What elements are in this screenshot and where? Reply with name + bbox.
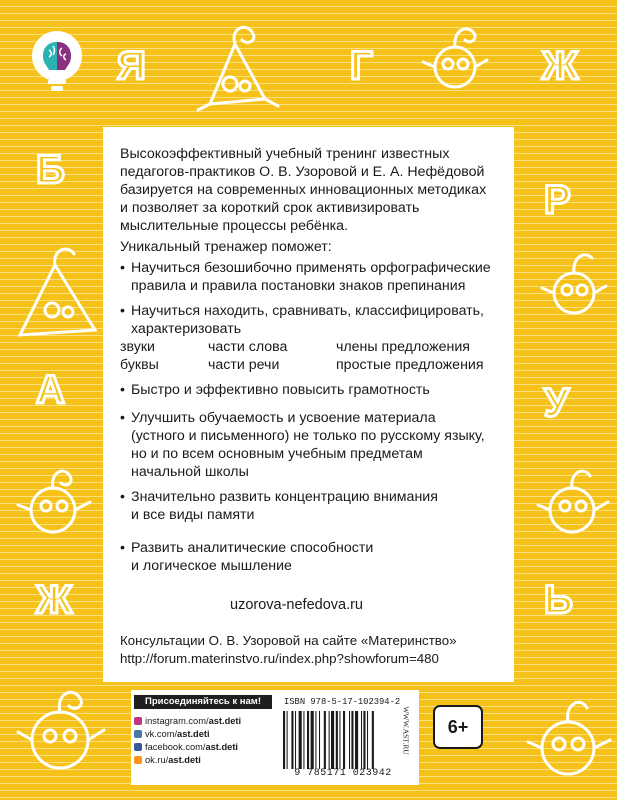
barcode-bar: [287, 711, 288, 769]
doodle-creature-icon: [10, 240, 105, 350]
doodle-creature-icon: [520, 670, 615, 795]
barcode-bar: [295, 711, 296, 769]
barcode-bar: [319, 711, 320, 769]
bullet-line: Значительно развить концентрацию внимания: [131, 489, 438, 505]
bullet-line: Развить аналитические способности: [131, 540, 374, 556]
bullet-line: Научиться находить, сравнивать, классифицировать,: [131, 303, 484, 319]
intro-line: педагогов-практиков О. В. Узоровой и Е. А. Нефёдовой: [120, 164, 485, 180]
consult-url[interactable]: http://forum.materinstvo.ru/index.php?showforum=480: [120, 651, 439, 666]
bullet-item: [120, 381, 430, 399]
intro-line: базируется на современных инновационных методиках: [120, 182, 487, 198]
bullet-line: начальной школы: [131, 464, 249, 480]
barcode-bar: [303, 711, 304, 769]
social-link-odnoklassniki[interactable]: ok.ru/ast.deti: [134, 754, 201, 766]
barcode-bar: [329, 711, 330, 769]
bullet-mark: •: [120, 260, 125, 276]
social-link-facebook[interactable]: facebook.com/ast.deti: [134, 741, 238, 753]
lightbulb-brain-logo: [29, 30, 85, 102]
bullet-mark: •: [120, 382, 125, 398]
publisher-site: [401, 696, 420, 768]
bullet-line: характеризовать: [131, 321, 242, 337]
decor-letter-left-2: А: [36, 368, 65, 412]
barcode-bar: [336, 711, 338, 769]
terms-grid-cell: части слова: [208, 339, 288, 355]
decor-letter-right-1: Р: [544, 178, 571, 222]
terms-grid-cell: члены предложения: [336, 339, 470, 355]
decor-letter-right-3: Ь: [544, 578, 573, 622]
barcode-bar: [339, 711, 340, 769]
lead-text: Уникальный тренажер поможет:: [120, 239, 332, 255]
decor-letter-left-3: Ж: [36, 578, 73, 622]
bullet-line: и все виды памяти: [131, 507, 255, 523]
barcode-number: 9 785171 023942: [294, 768, 392, 779]
decor-letter-top-3: Ж: [542, 44, 579, 88]
facebook-icon: [134, 743, 142, 751]
bullet-line: Улучшить обучаемость и усвоение материала: [131, 410, 436, 426]
barcode-bar: [343, 711, 345, 769]
intro-line: и позволяет за короткий срок активизировать: [120, 200, 420, 216]
barcode-bar: [315, 711, 316, 769]
consultation-note: [120, 632, 457, 668]
barcode-bar: [291, 711, 293, 769]
bullet-item: [120, 539, 374, 575]
instagram-icon: [134, 717, 142, 725]
barcode-bar: [367, 711, 368, 769]
bullet-item: [120, 488, 438, 524]
barcode-bar: [361, 711, 362, 769]
terms-grid-cell: звуки: [120, 339, 155, 355]
social-link-instagram[interactable]: instagram.com/ast.deti: [134, 715, 241, 727]
doodle-creature-icon: [190, 14, 285, 119]
doodle-creature-icon: [8, 450, 103, 550]
doodle-creature-icon: [10, 660, 110, 790]
barcode: [281, 711, 405, 769]
doodle-creature-icon: [530, 450, 615, 550]
intro-line: мыслительные процессы ребёнка.: [120, 218, 349, 234]
barcode-bar: [324, 711, 326, 769]
doodle-creature-icon: [534, 238, 614, 328]
barcode-bar: [311, 711, 314, 769]
barcode-bar: [372, 711, 374, 769]
social-link-vk[interactable]: vk.com/ast.deti: [134, 728, 210, 740]
decor-letter-top-1: Я: [117, 44, 146, 88]
bullet-mark: •: [120, 540, 125, 556]
decor-letter-right-2: У: [544, 381, 569, 425]
bullet-line: Быстро и эффективно повысить грамотность: [131, 382, 430, 398]
bullet-item: [120, 302, 484, 338]
website-link[interactable]: uzorova-nefedova.ru: [230, 597, 363, 613]
terms-grid-cell: буквы: [120, 357, 159, 373]
bullet-item: [120, 409, 485, 481]
bullet-item: [120, 259, 491, 295]
bullet-line: правила и правила постановки знаков препинания: [131, 278, 466, 294]
barcode-bar: [299, 711, 302, 769]
terms-grid-cell: части речи: [208, 357, 280, 373]
bullet-line: Научиться безошибочно применять орфографические: [131, 260, 491, 276]
barcode-bar: [363, 711, 365, 769]
barcode-bar: [283, 711, 285, 769]
barcode-bar: [351, 711, 353, 769]
bullet-line: но и по всем основным учебным предметам: [131, 446, 423, 462]
decor-letter-top-2: Г: [350, 44, 373, 88]
barcode-bar: [307, 711, 309, 769]
publisher-site-text: WWW.AST.RU: [401, 706, 411, 755]
intro-paragraph: [120, 145, 486, 235]
age-rating-badge: 6+: [433, 705, 483, 749]
intro-line: Высокоэффективный учебный тренинг известных: [120, 146, 450, 162]
odnoklassniki-icon: [134, 756, 142, 764]
bullet-mark: •: [120, 489, 125, 505]
bullet-line: (устного и письменного) не только по русскому языку,: [131, 428, 485, 444]
barcode-bar: [331, 711, 334, 769]
vk-icon: [134, 730, 142, 738]
bullet-mark: •: [120, 303, 125, 319]
isbn-label: ISBN 978-5-17-102394-2: [284, 697, 401, 707]
doodle-creature-icon: [415, 12, 495, 102]
join-us-banner: Присоединяйтесь к нам!: [134, 695, 272, 709]
bullet-mark: •: [120, 410, 125, 426]
barcode-bar: [355, 711, 358, 769]
decor-letter-left-1: Б: [36, 148, 65, 192]
bullet-line: и логическое мышление: [131, 558, 292, 574]
terms-grid-cell: простые предложения: [336, 357, 484, 373]
consult-line: Консультации О. В. Узоровой на сайте «Материнство»: [120, 633, 457, 648]
barcode-bar: [349, 711, 350, 769]
